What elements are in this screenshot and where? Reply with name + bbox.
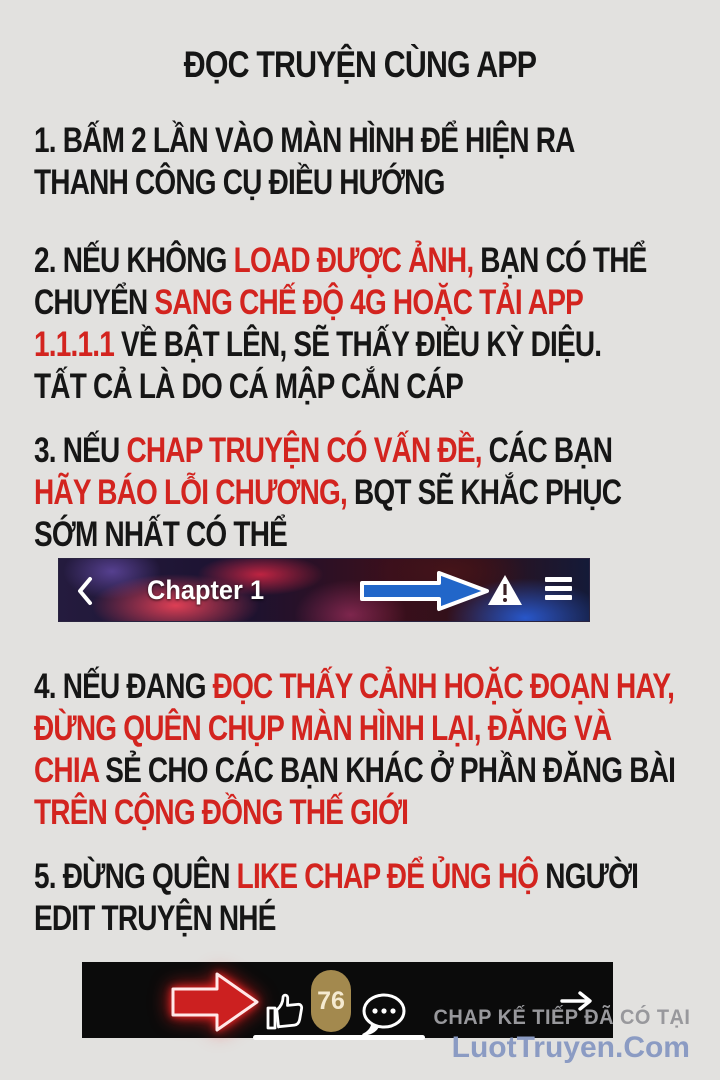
blue-arrow-icon (359, 568, 491, 619)
like-count: 76 (317, 986, 345, 1015)
instruction-4: 4. NẾU ĐANG ĐỌC THẤY CẢNH HOẶC ĐOẠN HAY, ĐỪNG QUÊN CHỤP MÀN HÌNH LẠI, ĐĂNG VÀ CHIA SẺ CHO CÁC BẠN KHÁC Ở PHẦN ĐĂNG BÀI TRÊN CỘNG ĐỒNG THẾ GIỚI (34, 667, 676, 832)
page-title: ĐỌC TRUYỆN CÙNG APP (183, 44, 537, 85)
watermark (420, 1006, 690, 1065)
chapter-title: Chapter 1 (147, 575, 265, 605)
chapter-bar-screenshot (58, 558, 590, 622)
instruction-3: 3. NẾU CHAP TRUYỆN CÓ VẤN ĐỀ, CÁC BẠN HÃY BÁO LỖI CHƯƠNG, BQT SẼ KHẮC PHỤC SỚM NHẤT CÓ THỂ (34, 431, 622, 554)
instruction-1: 1. BẤM 2 LẦN VÀO MÀN HÌNH ĐỂ HIỆN RA THANH CÔNG CỤ ĐIỀU HƯỚNG (34, 121, 575, 202)
instruction-2: 2. NẾU KHÔNG LOAD ĐƯỢC ẢNH, BẠN CÓ THỂ CHUYỂN SANG CHẾ ĐỘ 4G HOẶC TẢI APP 1.1.1.1 VỀ BẬT LÊN, SẼ THẤY ĐIỀU KỲ DIỆU. TẤT CẢ LÀ DO CÁ MẬP CẮN CÁP (34, 241, 647, 406)
red-arrow-icon (170, 971, 260, 1038)
like-count-badge (311, 970, 351, 1032)
thumbs-up-icon (265, 992, 309, 1037)
back-chevron-icon (75, 576, 95, 611)
watermark-text: CHAP KẾ TIẾP ĐÃ CÓ TẠI (433, 1006, 690, 1029)
watermark-site: LuotTruyen.Com (451, 1031, 690, 1064)
instruction-5: 5. ĐỪNG QUÊN LIKE CHAP ĐỂ ỦNG HỘ NGƯỜI EDIT TRUYỆN NHÉ (34, 857, 639, 938)
chapter-list-icon (545, 577, 572, 600)
warning-icon (487, 574, 523, 611)
bottom-indicator-line (253, 1035, 425, 1040)
